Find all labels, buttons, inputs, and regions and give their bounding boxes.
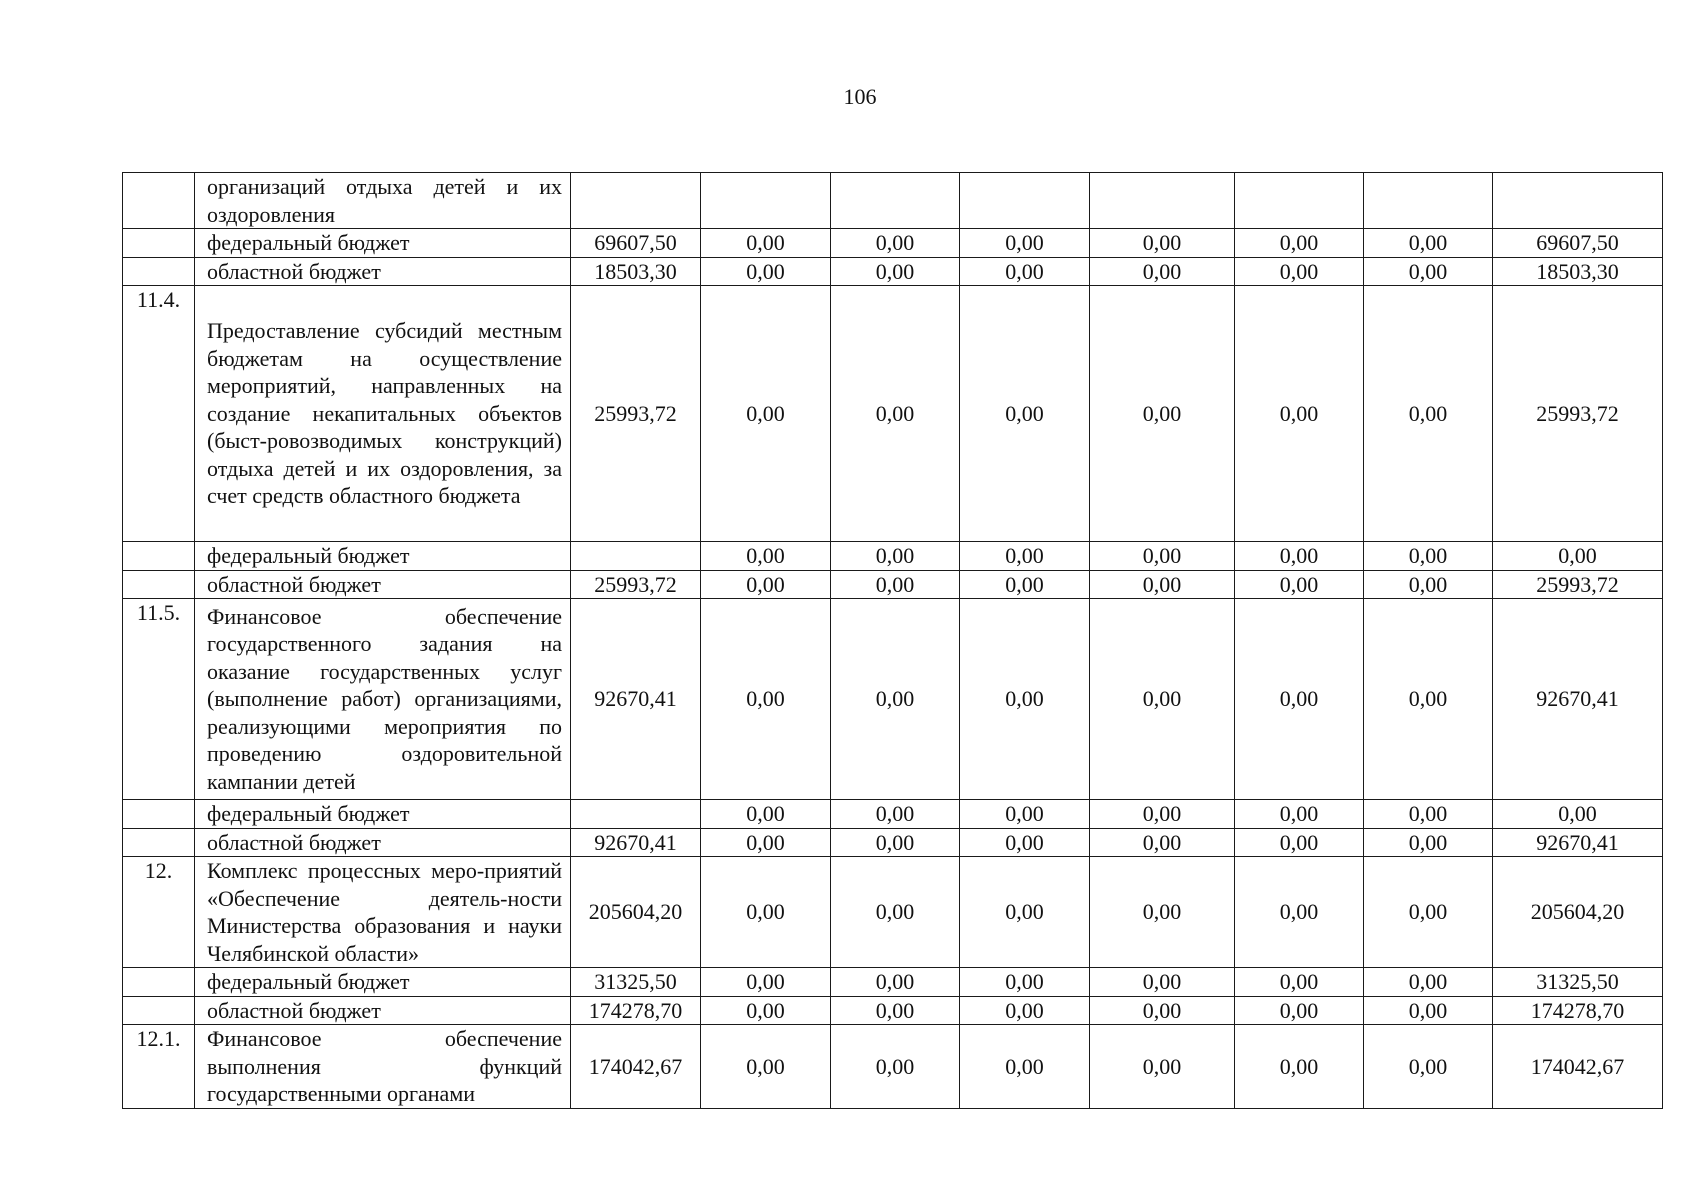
row-number: 12.1. [123, 1025, 195, 1109]
row-name: областной бюджет [195, 996, 571, 1025]
row-number [123, 257, 195, 286]
row-value: 0,00 [1090, 542, 1235, 571]
row-value: 0,00 [1235, 828, 1364, 857]
row-total-value: 0,00 [1493, 542, 1663, 571]
row-name: областной бюджет [195, 257, 571, 286]
row-value: 0,00 [1235, 570, 1364, 599]
row-value: 0,00 [1364, 229, 1493, 258]
row-name: федеральный бюджет [195, 542, 571, 571]
row-value: 0,00 [831, 857, 960, 968]
row-value: 0,00 [1235, 996, 1364, 1025]
row-value: 0,00 [1235, 857, 1364, 968]
row-value: 0,00 [701, 542, 831, 571]
row-total-value: 205604,20 [1493, 857, 1663, 968]
row-value: 0,00 [1364, 542, 1493, 571]
row-value: 0,00 [1235, 599, 1364, 800]
row-value: 0,00 [960, 542, 1090, 571]
row-value: 0,00 [960, 570, 1090, 599]
row-name: Финансовое обеспечение государственного задания на оказание государственных услуг (выполнение работ) организациями, реализующими мероприятия по проведению оздоровительной кампании детей [195, 599, 571, 800]
row-name: организаций отдыха детей и их оздоровления [195, 173, 571, 229]
table-row [123, 229, 1663, 258]
row-value: 0,00 [1090, 968, 1235, 997]
row-total-value: 0,00 [1493, 800, 1663, 829]
row-value: 31325,50 [571, 968, 701, 997]
row-value: 0,00 [960, 599, 1090, 800]
row-value: 0,00 [1090, 1025, 1235, 1109]
row-name: федеральный бюджет [195, 800, 571, 829]
row-value: 92670,41 [571, 828, 701, 857]
row-value: 25993,72 [571, 570, 701, 599]
row-value: 0,00 [701, 800, 831, 829]
row-value: 0,00 [960, 1025, 1090, 1109]
row-value: 174042,67 [571, 1025, 701, 1109]
row-value: 0,00 [960, 800, 1090, 829]
row-value: 0,00 [960, 286, 1090, 542]
row-value: 0,00 [1364, 570, 1493, 599]
row-value: 0,00 [701, 599, 831, 800]
row-value: 0,00 [960, 968, 1090, 997]
row-value: 0,00 [1090, 857, 1235, 968]
row-value [571, 173, 701, 229]
row-name: федеральный бюджет [195, 229, 571, 258]
row-value [571, 542, 701, 571]
row-number [123, 968, 195, 997]
row-total-value: 18503,30 [1493, 257, 1663, 286]
row-value: 0,00 [831, 968, 960, 997]
row-number: 12. [123, 857, 195, 968]
row-value: 0,00 [701, 570, 831, 599]
table-row [123, 570, 1663, 599]
row-value: 0,00 [1364, 599, 1493, 800]
table-row [123, 800, 1663, 829]
row-value [1364, 173, 1493, 229]
row-value: 0,00 [1364, 968, 1493, 997]
row-value [831, 173, 960, 229]
row-value: 0,00 [1235, 286, 1364, 542]
row-value: 0,00 [1090, 286, 1235, 542]
table-row [123, 857, 1663, 968]
table-row [123, 996, 1663, 1025]
row-value: 0,00 [1364, 1025, 1493, 1109]
row-value: 0,00 [1090, 828, 1235, 857]
row-value: 205604,20 [571, 857, 701, 968]
row-value: 0,00 [831, 570, 960, 599]
table-row [123, 257, 1663, 286]
row-value: 0,00 [831, 1025, 960, 1109]
row-value: 0,00 [960, 996, 1090, 1025]
row-value: 0,00 [1364, 828, 1493, 857]
row-name: Комплекс процессных меро-приятий «Обеспечение деятель-ности Министерства образования и науки Челябинской области» [195, 857, 571, 968]
row-value [701, 173, 831, 229]
row-value: 0,00 [701, 257, 831, 286]
row-value: 0,00 [1364, 257, 1493, 286]
row-number [123, 173, 195, 229]
row-value: 0,00 [1235, 800, 1364, 829]
row-value: 0,00 [1364, 996, 1493, 1025]
row-total-value [1493, 173, 1663, 229]
row-value: 0,00 [831, 996, 960, 1025]
row-total-value: 31325,50 [1493, 968, 1663, 997]
row-value: 0,00 [831, 229, 960, 258]
row-value: 25993,72 [571, 286, 701, 542]
row-value: 0,00 [1235, 968, 1364, 997]
row-value [960, 173, 1090, 229]
row-number [123, 800, 195, 829]
row-value: 174278,70 [571, 996, 701, 1025]
row-total-value: 25993,72 [1493, 570, 1663, 599]
row-value [1090, 173, 1235, 229]
row-number: 11.4. [123, 286, 195, 542]
row-total-value: 92670,41 [1493, 828, 1663, 857]
row-value: 0,00 [960, 257, 1090, 286]
row-value: 0,00 [1090, 257, 1235, 286]
row-value: 0,00 [960, 229, 1090, 258]
row-number [123, 229, 195, 258]
row-value: 0,00 [1364, 857, 1493, 968]
row-total-value: 174278,70 [1493, 996, 1663, 1025]
row-value: 0,00 [831, 286, 960, 542]
row-value: 0,00 [831, 257, 960, 286]
row-value: 18503,30 [571, 257, 701, 286]
row-value: 0,00 [1235, 229, 1364, 258]
row-value: 0,00 [831, 599, 960, 800]
table-body [123, 173, 1663, 1109]
row-name: областной бюджет [195, 828, 571, 857]
row-name: областной бюджет [195, 570, 571, 599]
row-number [123, 828, 195, 857]
table-row [123, 968, 1663, 997]
row-total-value: 92670,41 [1493, 599, 1663, 800]
row-value: 0,00 [701, 857, 831, 968]
row-value: 0,00 [701, 996, 831, 1025]
row-name: федеральный бюджет [195, 968, 571, 997]
row-value: 0,00 [701, 286, 831, 542]
row-value: 0,00 [960, 828, 1090, 857]
row-total-value: 174042,67 [1493, 1025, 1663, 1109]
row-number: 11.5. [123, 599, 195, 800]
table-row [123, 542, 1663, 571]
page-number: 106 [843, 84, 877, 109]
row-name: Предоставление субсидий местным бюджетам на осуществление мероприятий, направленных на создание некапитальных объектов (быст-ровозводимых конструкций) отдыха детей и их оздоровления, за счет средств областного бюджета [195, 286, 571, 542]
row-total-value: 25993,72 [1493, 286, 1663, 542]
row-name: Финансовое обеспечение выполнения функций государственными органами [195, 1025, 571, 1109]
row-value: 0,00 [1235, 542, 1364, 571]
row-value [1235, 173, 1364, 229]
row-value: 0,00 [1235, 257, 1364, 286]
row-value: 0,00 [1090, 599, 1235, 800]
row-value: 0,00 [1364, 800, 1493, 829]
row-value: 0,00 [831, 542, 960, 571]
row-number [123, 996, 195, 1025]
row-value: 0,00 [1090, 800, 1235, 829]
table-row [123, 173, 1663, 229]
row-value: 0,00 [701, 968, 831, 997]
row-value: 0,00 [701, 1025, 831, 1109]
row-value: 0,00 [831, 828, 960, 857]
row-value: 69607,50 [571, 229, 701, 258]
row-value: 0,00 [1090, 996, 1235, 1025]
row-value [571, 800, 701, 829]
row-value: 0,00 [960, 857, 1090, 968]
table-row [123, 286, 1663, 542]
row-number [123, 542, 195, 571]
row-total-value: 69607,50 [1493, 229, 1663, 258]
table-row [123, 828, 1663, 857]
row-value: 0,00 [1364, 286, 1493, 542]
row-value: 0,00 [701, 229, 831, 258]
row-value: 0,00 [1090, 229, 1235, 258]
row-value: 92670,41 [571, 599, 701, 800]
row-value: 0,00 [1090, 570, 1235, 599]
table-row [123, 599, 1663, 800]
row-value: 0,00 [701, 828, 831, 857]
budget-table [122, 172, 1663, 1109]
row-number [123, 570, 195, 599]
row-value: 0,00 [831, 800, 960, 829]
table-row [123, 1025, 1663, 1109]
row-value: 0,00 [1235, 1025, 1364, 1109]
